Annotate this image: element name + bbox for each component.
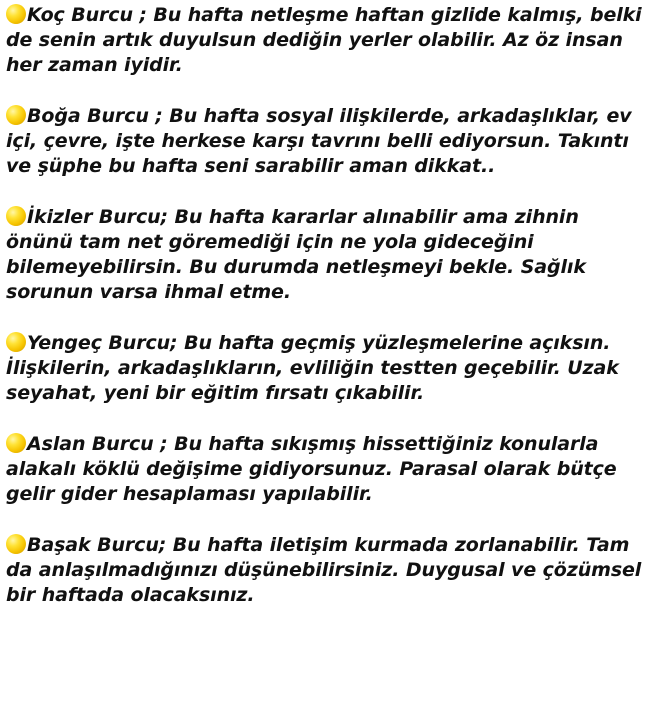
yellow-circle-icon — [6, 4, 26, 24]
horoscope-entry-boga — [6, 104, 651, 179]
horoscope-entry-basak — [6, 533, 651, 608]
entry-text: İkizler Burcu; Bu hafta kararlar alınabilir ama zihnin önünü tam net göremediği için ne yola gideceğini bilemeyebilirsin. Bu durumda netleşmeyi bekle. Sağlık sorunun varsa ihmal etme. — [6, 206, 586, 303]
yellow-circle-icon — [6, 332, 26, 352]
horoscope-entry-ikizler — [6, 205, 651, 305]
entry-text: Koç Burcu ; Bu hafta netleşme haftan gizlide kalmış, belki de senin artık duyulsun dediğin yerler olabilir. Az öz insan her zaman iyidir. — [6, 4, 642, 76]
horoscope-entry-aslan — [6, 432, 651, 507]
entry-text: Başak Burcu; Bu hafta iletişim kurmada zorlanabilir. Tam da anlaşılmadığınızı düşünebilirsiniz. Duygusal ve çözümsel bir haftada olacaksınız. — [6, 534, 642, 606]
horoscope-document — [6, 3, 651, 608]
yellow-circle-icon — [6, 433, 26, 453]
entry-text: Yengeç Burcu; Bu hafta geçmiş yüzleşmelerine açıksın. İlişkilerin, arkadaşlıkların, evliliğin testten geçebilir. Uzak seyahat, yeni bir eğitim fırsatı çıkabilir. — [6, 332, 619, 404]
entry-text: Boğa Burcu ; Bu hafta sosyal ilişkilerde, arkadaşlıklar, ev içi, çevre, işte herkese karşı tavrını belli ediyorsun. Takıntı ve şüphe bu hafta seni sarabilir aman dikkat.. — [6, 105, 632, 177]
yellow-circle-icon — [6, 534, 26, 554]
horoscope-entry-koc — [6, 3, 651, 78]
horoscope-entry-yengec — [6, 331, 651, 406]
yellow-circle-icon — [6, 105, 26, 125]
yellow-circle-icon — [6, 206, 26, 226]
entry-text: Aslan Burcu ; Bu hafta sıkışmış hissettiğiniz konularla alakalı köklü değişime gidiyorsunuz. Parasal olarak bütçe gelir gider hesaplaması yapılabilir. — [6, 433, 617, 505]
